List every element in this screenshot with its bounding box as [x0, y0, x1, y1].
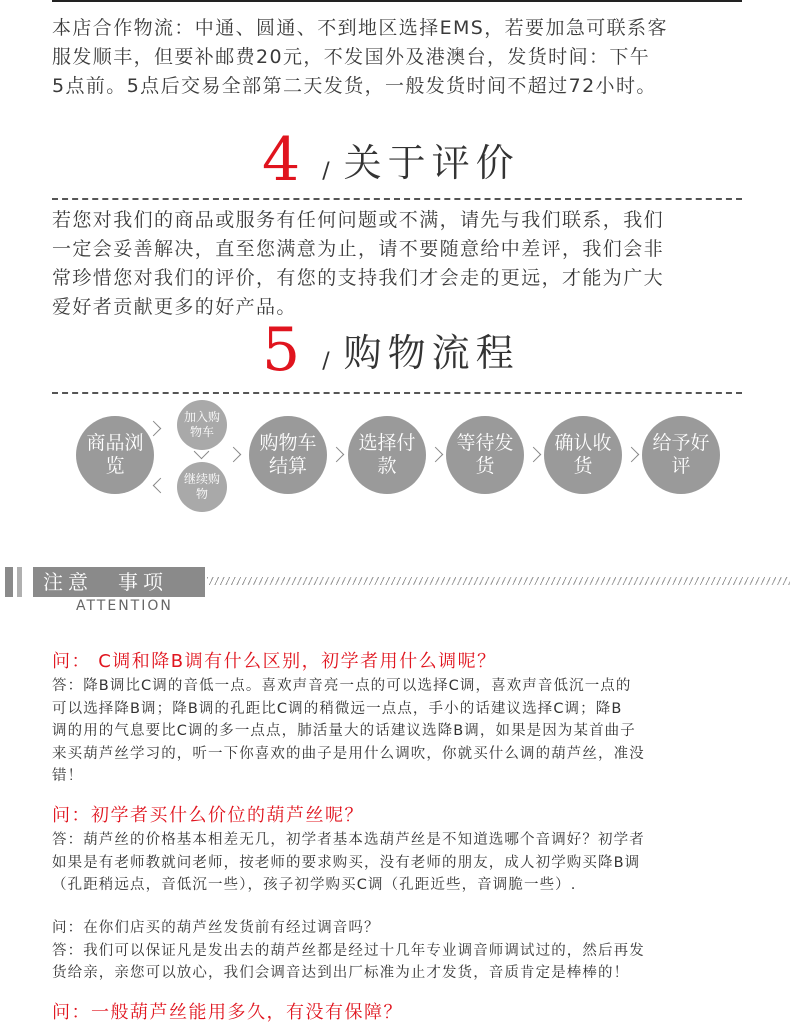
section-4-number: 4	[262, 125, 301, 195]
qa-block-4	[52, 1000, 752, 1026]
attention-subtitle: ATTENTION	[76, 598, 173, 614]
section-5-title: 购物流程	[343, 331, 520, 375]
review-line-1: 若您对我们的商品或服务有任何问题或不满，请先与我们联系，我们	[52, 209, 665, 231]
section-5-number: 5	[262, 315, 301, 385]
section-5-divider	[52, 392, 742, 394]
question-4: 问：一般葫芦丝能用多久，有没有保障？	[52, 1002, 403, 1023]
top-divider	[52, 0, 742, 2]
qa-block-2	[52, 803, 752, 897]
attention-bar	[0, 567, 790, 597]
answer-2-line: 如果是有老师教就问老师，按老师的要求购买，没有老师的朋友，成人初学购买降B调	[52, 854, 641, 871]
answer-2-line: 答：葫芦丝的价格基本相差无几，初学者基本选葫芦丝是不知道选哪个音调好？初学者	[52, 832, 645, 848]
shopping-flow	[0, 400, 790, 515]
attention-title: 注意 事项	[33, 567, 205, 597]
step-continue-shopping: 继续购物	[177, 462, 227, 512]
chevron-right-icon	[329, 447, 345, 463]
attention-hatch-line	[207, 577, 790, 585]
review-line-2: 一定会妥善解决，直至您满意为止，请不要随意给中差评，我们会非	[52, 238, 665, 260]
chevron-right-icon	[428, 447, 444, 463]
attention-bar-accent	[5, 567, 13, 597]
shipping-line-3: 5点前。5点后交易全部第二天发货，一般发货时间不超过72小时。	[52, 75, 657, 97]
answer-3	[52, 940, 752, 985]
shipping-line-2: 服发顺丰，但要补邮费20元，不发国外及港澳台，发货时间：下午	[52, 46, 651, 68]
step-confirm-receipt: 确认收货	[544, 416, 622, 494]
step-checkout: 购物车结算	[249, 416, 327, 494]
answer-1-line: 调的用的气息要比C调的多一点点，肺活量大的话建议选降B调，如果是因为某首曲子	[52, 723, 636, 739]
qa-block-1	[52, 649, 752, 788]
chevron-right-icon	[624, 447, 640, 463]
answer-1-line: 答：降B调比C调的音低一点。喜欢声音亮一点的可以选择C调，喜欢声音低沉一点的	[52, 678, 632, 694]
answer-3-line: 货给亲，亲您可以放心，我们会调音达到出厂标准为止才发货，音质肯定是棒棒的！	[52, 965, 630, 981]
step-add-cart: 加入购物车	[177, 400, 227, 450]
step-wait-shipping: 等待发货	[446, 416, 524, 494]
section-4-divider	[52, 198, 742, 200]
step-pay: 选择付款	[348, 416, 426, 494]
answer-1	[52, 675, 752, 788]
question-2: 问：初学者买什么价位的葫芦丝呢？	[52, 805, 364, 826]
answer-1-line: 来买葫芦丝学习的，听一下你喜欢的曲子是用什么调吹，你就买什么调的葫芦丝，准没	[52, 745, 645, 762]
answer-3-line: 答：我们可以保证凡是发出去的葫芦丝都是经过十几年专业调音师调试过的，然后再发	[52, 942, 645, 959]
chevron-right-icon	[526, 447, 542, 463]
section-5-slash: /	[322, 349, 330, 374]
attention-bar-accent	[17, 567, 22, 597]
review-line-4: 爱好者贡献更多的好产品。	[52, 296, 297, 318]
section-4-title: 关于评价	[343, 141, 520, 185]
step-browse: 商品浏览	[76, 416, 154, 494]
section-4-heading	[262, 122, 520, 195]
answer-1-line: 错！	[52, 768, 84, 784]
review-line-3: 常珍惜您对我们的评价，有您的支持我们才会走的更远，才能为广大	[52, 267, 665, 289]
answer-1-line: 可以选择降B调；降B调的孔距比C调的稍微远一点点，手小的话建议选择C调；降B	[52, 700, 623, 717]
question-1: 问： C调和降B调有什么区别，初学者用什么调呢？	[52, 651, 497, 672]
answer-2-line: （孔距稍远点，音低沉一些），孩子初学购买C调（孔距近些，音调脆一些）.	[52, 877, 577, 893]
shipping-paragraph	[52, 14, 742, 101]
step-give-review: 给予好评	[642, 416, 720, 494]
chevron-left-icon	[153, 478, 169, 494]
question-3: 问：在你们店买的葫芦丝发货前有经过调音吗？	[52, 920, 380, 936]
section-5-heading	[262, 312, 520, 385]
shipping-line-1: 本店合作物流：中通、圆通、不到地区选择EMS，若要加急可联系客	[52, 17, 668, 39]
section-4-slash: /	[322, 159, 330, 184]
chevron-right-icon	[226, 447, 242, 463]
answer-2	[52, 829, 752, 897]
review-paragraph	[52, 206, 742, 322]
qa-block-3	[52, 917, 752, 985]
